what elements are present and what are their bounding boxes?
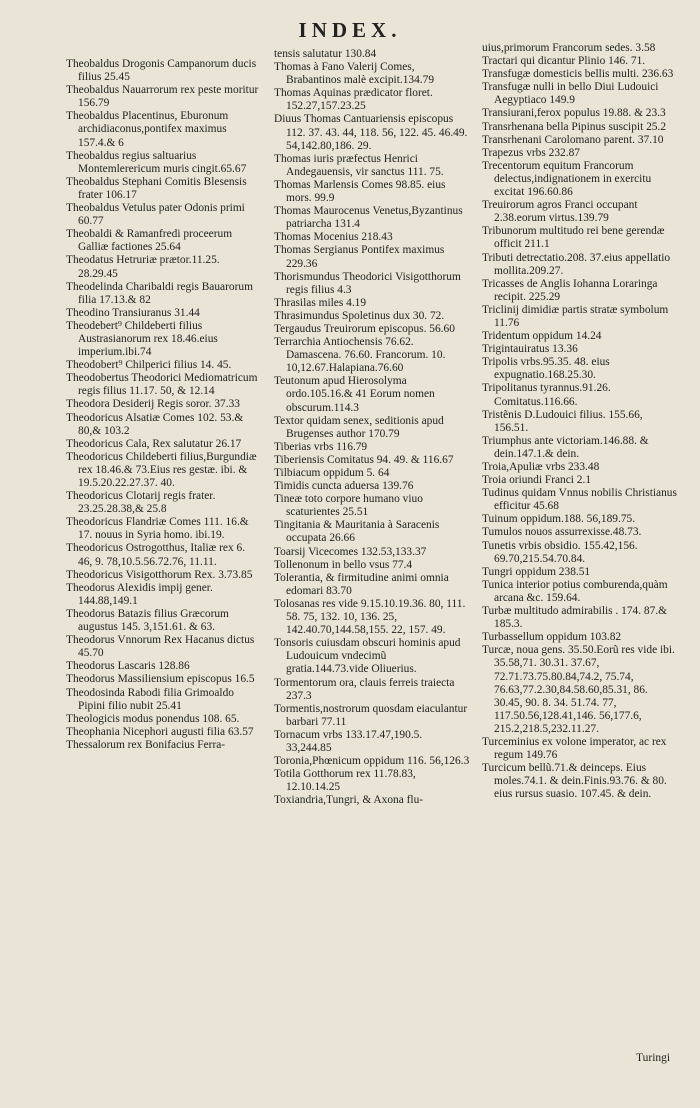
index-entry xyxy=(482,513,678,526)
index-entry-text: Tunica interior potius comburenda,quàm arcana &c. 159.64. xyxy=(482,578,668,604)
index-entry xyxy=(274,546,470,559)
index-entry-text: Theobaldus Placentinus, Eburonum archidiaconus,pontifex maximus 157.4.& 6 xyxy=(66,110,229,149)
index-entry xyxy=(274,677,470,703)
index-entry-text: Thomas à Fano Valerij Comes, Brabantinos malè excipit.134.79 xyxy=(274,61,435,87)
index-entry xyxy=(274,244,470,270)
index-entry xyxy=(482,225,678,251)
index-entry-text: Theodatus Hetruriæ prætor.11.25. 28.29.45 xyxy=(66,254,220,280)
index-entry xyxy=(274,113,470,152)
index-entry xyxy=(274,559,470,572)
index-entry-text: Thomas Marlensis Comes 98.85. eius mors. 99.9 xyxy=(274,178,446,205)
index-entry-text: Tormentorum ora, clauis ferreis traiecta 237.3 xyxy=(274,676,455,702)
index-entry-text: Tripolitanus tyrannus.91.26. Comitatus.116.66. xyxy=(482,382,611,408)
index-entry-text: Transiurani,ferox populus 19.88. & 23.3 xyxy=(482,107,666,120)
index-entry-text: Theobaldus Nauarrorum rex peste moritur 156.79 xyxy=(66,84,259,110)
index-entry xyxy=(66,726,262,739)
index-entry xyxy=(66,202,262,228)
index-entry-text: Troia,Apuliæ vrbs 233.48 xyxy=(482,461,600,473)
index-entry-text: Trapezus vrbs 232.87 xyxy=(482,146,580,159)
index-entry-text: Theodoricus Childeberti filius,Burgundiæ rex 18.46.& 73.Eius res gestæ. ibi. & 19.5.20.22.27.37. 40. xyxy=(66,450,257,489)
index-entry xyxy=(274,310,470,323)
index-entry xyxy=(66,634,262,660)
index-entry xyxy=(274,493,470,519)
index-entry xyxy=(66,542,262,568)
index-entry-text: Tornacum vrbs 133.17.47,190.5. 33,244.85 xyxy=(274,728,423,754)
index-entry-text: Terrarchia Antiochensis 76.62. Damascena. 76.60. Francorum. 10. 10,12.67.Halapiana.76.60 xyxy=(274,336,446,375)
index-entry-text: Triumphus ante victoriam.146.88. & dein.147.1.& dein. xyxy=(482,434,649,460)
catchword: Turingi xyxy=(636,1052,671,1064)
index-entry-text: Theobaldus Vetulus pater Odonis primi 60.77 xyxy=(66,202,245,228)
index-entry-text: Tunetis vrbis obsidio. 155.42,156. 69.70,215.54.70.84. xyxy=(482,539,638,565)
index-entry-text: Transrhenana bella Pipinus suscipit 25.2 xyxy=(482,120,667,133)
index-entry xyxy=(274,375,470,414)
index-entry xyxy=(482,42,678,55)
index-entry xyxy=(66,739,262,752)
index-entry xyxy=(274,572,470,598)
index-entry xyxy=(482,461,678,474)
index-entry xyxy=(274,271,470,297)
index-entry xyxy=(274,87,470,113)
index-entry-text: Timidis cuncta aduersa 139.76 xyxy=(274,480,414,493)
index-entry xyxy=(66,412,262,438)
index-entry-text: Thomas Sergianus Pontifex maximus 229.36 xyxy=(274,244,445,270)
index-entry xyxy=(66,359,262,372)
index-entry xyxy=(482,199,678,225)
index-entry-text: Tilbiacum oppidum 5. 64 xyxy=(274,467,390,479)
index-entry xyxy=(66,608,262,634)
index-entry xyxy=(482,147,678,160)
index-entry-text: Theodoricus Clotarij regis frater. 23.25.28.38,& 25.8 xyxy=(66,490,216,516)
index-entry-text: Trigintauiratus 13.36 xyxy=(482,343,578,356)
index-entry xyxy=(66,569,262,582)
index-entry xyxy=(482,631,678,644)
index-entry-text: Teutonum apud Hierosolyma ordo.105.16.& 41 Eorum nomen obscurum.114.3 xyxy=(274,375,435,414)
index-entry-text: Turcæ, noua gens. 35.50.Eorũ res vide ibi. 35.58,71. 30.31. 37.67, 72.71.73.75.80.84,74.2, 75.74, 76.63,77.2.30,84.58.60,85.31, 86. 30.45, 90. 8. 34. 51.74. 77, 117.50.56,128.41,146. 56,177.6, 215.2,218.5,232.11.27. xyxy=(482,644,675,735)
index-entry xyxy=(482,121,678,134)
index-entry-text: Thomas Maurocenus Venetus,Byzantinus patriarcha 131.4 xyxy=(274,205,463,231)
index-entry xyxy=(66,516,262,542)
index-entry-text: Tungri oppidum 238.51 xyxy=(482,565,591,578)
index-entry xyxy=(482,330,678,343)
index-entry-text: Theodoricus Cala, Rex salutatur 26.17 xyxy=(66,437,242,450)
index-entry-text: Tonsoris cuiusdam obscuri hominis apud Ludouicum vndecimũ gratia.144.73.vide Oliuerius. xyxy=(274,637,461,676)
index-entry-text: Tractari qui dicantur Plinio 146. 71. xyxy=(482,55,646,68)
index-entry xyxy=(482,160,678,199)
index-entry xyxy=(66,582,262,608)
index-column-left xyxy=(66,58,262,752)
index-entry-text: Theobaldi & Ramanfredi proceerum Galliæ factiones 25.64 xyxy=(66,228,233,254)
index-entry-text: Theodorus Alexidis impij gener. 144.88,149.1 xyxy=(66,581,213,607)
index-entry-text: Transrhenani Carolomano parent. 37.10 xyxy=(482,133,664,146)
index-entry xyxy=(274,519,470,545)
index-entry xyxy=(482,579,678,605)
index-entry xyxy=(66,673,262,686)
index-entry-text: Tridentum oppidum 14.24 xyxy=(482,330,602,343)
index-entry-text: Theologicis modus ponendus 108. 65. xyxy=(66,712,240,725)
index-entry xyxy=(274,415,470,441)
index-entry-text: Toarsij Vicecomes 132.53,133.37 xyxy=(274,545,427,558)
index-entry-text: Theobaldus Drogonis Campanorum ducis filius 25.45 xyxy=(66,58,257,84)
index-entry-text: Thomas Aquinas prædicator floret. 152.27,157.23.25 xyxy=(274,87,433,113)
index-entry-text: Tudinus quidam Vnnus nobilis Christianus efficitur 45.68 xyxy=(482,487,677,513)
index-entry-text: Theodoricus Flandriæ Comes 111. 16.& 17. nouus in Syria homo. ibi.19. xyxy=(66,516,249,542)
index-entry xyxy=(274,153,470,179)
index-entry-text: Theodosinda Rabodi filia Grimoaldo Pipini filio nubit 25.41 xyxy=(66,686,234,712)
index-entry-text: Tristẽnis D.Ludouici filius. 155.66, 156.51. xyxy=(482,408,643,434)
index-entry xyxy=(482,356,678,382)
index-entry-text: Turceminius ex volone imperator, ac rex regum 149.76 xyxy=(482,735,667,762)
index-entry xyxy=(274,755,470,768)
index-entry-text: Treuirorum agros Franci occupant 2.38.eorum virtus.139.79 xyxy=(482,199,638,225)
index-entry-text: Theodorus Lascaris 128.86 xyxy=(66,660,190,673)
index-entry xyxy=(274,297,470,310)
index-entry-text: Tineæ toto corpore humano viuo scaturientes 25.51 xyxy=(274,493,423,519)
index-entry xyxy=(274,729,470,755)
index-entry-text: Triclinij dimidiæ partis stratæ symbolum 11.76 xyxy=(482,303,669,329)
index-entry-text: Theodelinda Charibaldi regis Bauarorum filia 17.13.& 82 xyxy=(66,280,253,306)
index-entry xyxy=(66,281,262,307)
index-entry-text: Tolerantia, & firmitudine animi omnia edomari 83.70 xyxy=(274,571,449,597)
index-entry xyxy=(66,687,262,713)
index-entry-text: Thrasilas miles 4.19 xyxy=(274,296,367,309)
index-entry xyxy=(66,320,262,359)
index-entry-text: Theobaldus Stephani Comitis Blesensis frater 106.17 xyxy=(66,175,247,201)
index-entry-text: Tergaudus Treuirorum episcopus. 56.60 xyxy=(274,322,455,335)
index-entry xyxy=(66,150,262,176)
index-entry xyxy=(482,55,678,68)
index-entry xyxy=(66,254,262,280)
index-entry xyxy=(274,231,470,244)
index-entry-text: Theodobert⁹ Chilperici filius 14. 45. xyxy=(66,359,232,372)
index-entry-text: Diuus Thomas Cantuariensis episcopus 112. 37. 43. 44, 118. 56, 122. 45. 46.49. 54,142.80,186. 29. xyxy=(274,113,468,152)
index-entry-text: Theodobertus Theodorici Mediomatricum regis filius 11.17. 50, & 12.14 xyxy=(66,372,258,398)
index-entry xyxy=(482,343,678,356)
index-entry-text: Tributi detrectatio.208. 37.eius appellatio mollita.209.27. xyxy=(482,251,671,277)
index-entry xyxy=(66,58,262,84)
index-entry xyxy=(274,336,470,375)
index-entry-text: Tuinum oppidum.188. 56,189.75. xyxy=(482,513,636,526)
index-entry-text: Trecentorum equitum Francorum delectus,indignationem in exercitu excitat 196.60.86 xyxy=(482,159,652,199)
index-entry xyxy=(482,409,678,435)
index-entry xyxy=(482,278,678,304)
index-entry xyxy=(482,474,678,487)
index-entry xyxy=(274,467,470,480)
index-entry xyxy=(274,61,470,87)
index-entry xyxy=(274,454,470,467)
index-entry xyxy=(274,480,470,493)
index-entry-text: Tiberias vrbs 116.79 xyxy=(274,440,368,453)
index-entry-text: Totila Gotthorum rex 11.78.83, 12.10.14.25 xyxy=(274,768,416,794)
index-entry-text: Toronia,Phœnicum oppidum 116. 56,126.3 xyxy=(274,755,470,768)
index-entry xyxy=(482,644,678,736)
index-entry xyxy=(66,372,262,398)
index-entry-text: Tripolis vrbs.95.35. 48. eius expugnatio.168.25.30. xyxy=(482,356,610,382)
index-entry xyxy=(274,441,470,454)
index-entry xyxy=(274,323,470,336)
index-entry xyxy=(274,179,470,205)
index-entry xyxy=(482,134,678,147)
index-entry-text: Tricasses de Anglis Iohanna Loraringa recipit. 225.29 xyxy=(482,277,658,303)
index-entry-text: Theodebert⁹ Childeberti filius Austrasianorum rex 18.46.eius imperium.ibi.74 xyxy=(66,319,218,359)
index-entry-text: Theophania Nicephori augusti filia 63.57 xyxy=(66,725,254,738)
index-entry xyxy=(274,48,470,61)
index-entry-text: Theodino Transiuranus 31.44 xyxy=(66,306,200,319)
index-column-right xyxy=(482,42,678,801)
index-entry-text: uius,primorum Francorum sedes. 3.58 xyxy=(482,42,656,54)
index-entry-text: Transfugæ domesticis bellis multi. 236.63 xyxy=(482,68,674,81)
index-entry-text: Textor quidam senex, seditionis apud Brugenses author 170.79 xyxy=(274,414,444,440)
index-entry-text: Theodora Desiderij Regis soror. 37.33 xyxy=(66,398,240,411)
index-entry-text: Theobaldus regius saltuarius Montemlerericum muris cingit.65.67 xyxy=(66,149,247,175)
index-entry-text: Turbæ multitudo admirabilis . 174. 87.& 185.3. xyxy=(482,605,668,631)
index-entry-text: Thessalorum rex Bonifacius Ferra- xyxy=(66,738,226,751)
index-entry xyxy=(482,107,678,120)
index-entry-text: Theodorus Massiliensium episcopus 16.5 xyxy=(66,673,255,686)
index-entry-text: Tribunorum multitudo rei bene gerendæ officit 211.1 xyxy=(482,225,665,251)
index-entry-text: Theodorus Vnnorum Rex Hacanus dictus 45.70 xyxy=(66,634,255,660)
index-entry xyxy=(66,398,262,411)
index-column-middle xyxy=(274,48,470,807)
index-entry xyxy=(482,566,678,579)
index-entry xyxy=(482,526,678,539)
index-entry xyxy=(482,736,678,762)
index-entry-text: Turbassellum oppidum 103.82 xyxy=(482,631,622,644)
index-entry-text: Troia oriundi Franci 2.1 xyxy=(482,474,592,487)
index-entry xyxy=(482,487,678,513)
index-entry xyxy=(66,438,262,451)
index-entry xyxy=(274,637,470,676)
index-entry xyxy=(274,794,470,807)
index-entry-text: Theodorus Batazis filius Græcorum augustus 145. 3,151.61. & 63. xyxy=(66,607,229,634)
index-entry-text: Thomas Mocenius 218.43 xyxy=(274,231,393,244)
index-entry-text: Tolosanas res vide 9.15.10.19.36. 80, 111. 58. 75, 132. 10, 136. 25, 142.40.70,144.58,155. 22, 157. 49. xyxy=(274,597,466,637)
index-entry xyxy=(66,490,262,516)
index-entry-text: Transfugæ nulli in bello Diui Ludouici Aegyptiaco 149.9 xyxy=(482,81,659,107)
index-entry xyxy=(482,435,678,461)
index-entry xyxy=(274,205,470,231)
index-entry xyxy=(482,304,678,330)
index-entry xyxy=(66,228,262,254)
page-title: INDEX. xyxy=(298,18,402,42)
index-entry xyxy=(482,540,678,566)
index-entry-text: Thomas iuris præfectus Henrici Andegauensis, vir sanctus 111. 75. xyxy=(274,152,444,178)
index-entry xyxy=(274,598,470,637)
index-entry-text: Theodoricus Alsatiæ Comes 102. 53.& 80,& 103.2 xyxy=(66,411,244,437)
index-entry xyxy=(66,451,262,490)
index-entry xyxy=(66,713,262,726)
index-entry xyxy=(66,176,262,202)
index-entry-text: Theodoricus Visigotthorum Rex. 3.73.85 xyxy=(66,568,253,581)
index-entry xyxy=(66,84,262,110)
index-entry xyxy=(274,703,470,729)
index-entry-text: Turcicum bellũ.71.& deinceps. Eius moles.74.1. & dein.Finis.93.76. & 80. eius rursus suasio. 107.45. & dein. xyxy=(482,762,667,801)
index-entry xyxy=(482,605,678,631)
index-entry xyxy=(482,252,678,278)
index-entry xyxy=(274,768,470,794)
index-entry-text: Tormentis,nostrorum quosdam eiaculantur barbari 77.11 xyxy=(274,702,468,728)
index-entry xyxy=(66,660,262,673)
index-entry-text: Tingitania & Mauritania à Saracenis occupata 26.66 xyxy=(274,519,440,545)
index-entry-text: Tiberiensis Comitatus 94. 49. & 116.67 xyxy=(274,453,454,466)
index-entry-text: Tollenonum in bello vsus 77.4 xyxy=(274,558,413,571)
index-entry xyxy=(66,307,262,320)
index-entry-text: tensis salutatur 130.84 xyxy=(274,48,377,60)
index-entry-text: Thrasimundus Spoletinus dux 30. 72. xyxy=(274,309,445,322)
index-entry-text: Thorismundus Theodorici Visigotthorum regis filius 4.3 xyxy=(274,270,461,296)
index-entry xyxy=(482,382,678,408)
index-entry xyxy=(482,762,678,801)
index-entry xyxy=(482,68,678,81)
index-entry xyxy=(66,110,262,149)
index-entry-text: Toxiandria,Tungri, & Axona flu- xyxy=(274,794,424,807)
index-entry xyxy=(482,81,678,107)
index-entry-text: Tumulos nouos assurrexisse.48.73. xyxy=(482,526,642,539)
index-entry-text: Theodoricus Ostrogotthus, Italiæ rex 6. 46, 9. 78,10.5.56.72.76, 11.11. xyxy=(66,542,246,568)
